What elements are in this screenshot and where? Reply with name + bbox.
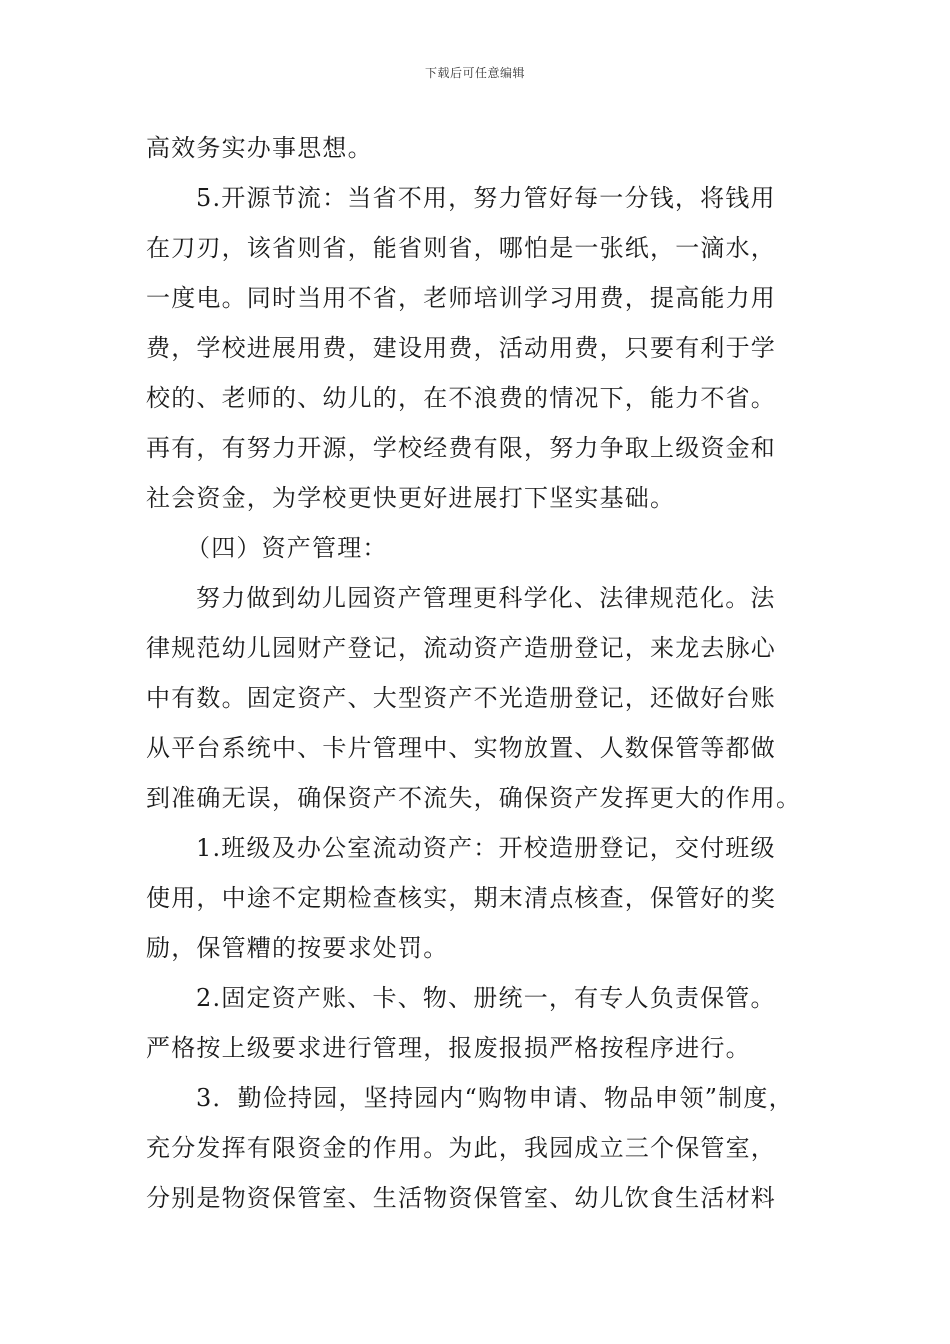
body-line: 一度电。同时当用不省，老师培训学习用费，提高能力用 xyxy=(146,284,776,312)
body-line: 社会资金，为学校更快更好进展打下坚实基础。 xyxy=(146,484,676,512)
body-line: 励，保管糟的按要求处罚。 xyxy=(146,934,449,962)
body-line: 使用，中途不定期检查核实，期末清点核查，保管好的奖 xyxy=(146,884,776,912)
section-heading: （四）资产管理： xyxy=(186,534,388,562)
body-line: 2.固定资产账、卡、物、册统一，有专人负责保管。 xyxy=(196,984,776,1012)
body-line: 中有数。固定资产、大型资产不光造册登记，还做好台账 xyxy=(146,684,776,712)
body-line: 费，学校进展用费，建设用费，活动用费，只要有利于学 xyxy=(146,334,776,362)
body-line: 再有，有努力开源，学校经费有限，努力争取上级资金和 xyxy=(146,434,776,462)
body-line: 严格按上级要求进行管理，报废报损严格按程序进行。 xyxy=(146,1034,751,1062)
body-line: 律规范幼儿园财产登记，流动资产造册登记，来龙去脉心 xyxy=(146,634,776,662)
body-line: 5.开源节流：当省不用，努力管好每一分钱，将钱用 xyxy=(196,184,776,212)
body-line: 充分发挥有限资金的作用。为此，我园成立三个保管室， xyxy=(146,1134,776,1162)
body-line: 分别是物资保管室、生活物资保管室、幼儿饮食生活材料 xyxy=(146,1184,776,1212)
body-line: 1.班级及办公室流动资产：开校造册登记，交付班级 xyxy=(196,834,776,862)
body-line: 努力做到幼儿园资产管理更科学化、法律规范化。法 xyxy=(196,584,776,612)
header-note: 下载后可任意编辑 xyxy=(424,66,525,80)
body-line: 高效务实办事思想。 xyxy=(146,134,373,162)
body-line: 从平台系统中、卡片管理中、实物放置、人数保管等都做 xyxy=(146,734,776,762)
body-line: 在刀刃，该省则省，能省则省，哪怕是一张纸，一滴水， xyxy=(146,234,776,262)
body-line: 校的、老师的、幼儿的，在不浪费的情况下，能力不省。 xyxy=(146,384,776,412)
body-line: 到准确无误，确保资产不流失，确保资产发挥更大的作用。 xyxy=(146,784,802,812)
body-line: 3．勤俭持园，坚持园内“购物申请、物品申领”制度， xyxy=(196,1084,794,1112)
